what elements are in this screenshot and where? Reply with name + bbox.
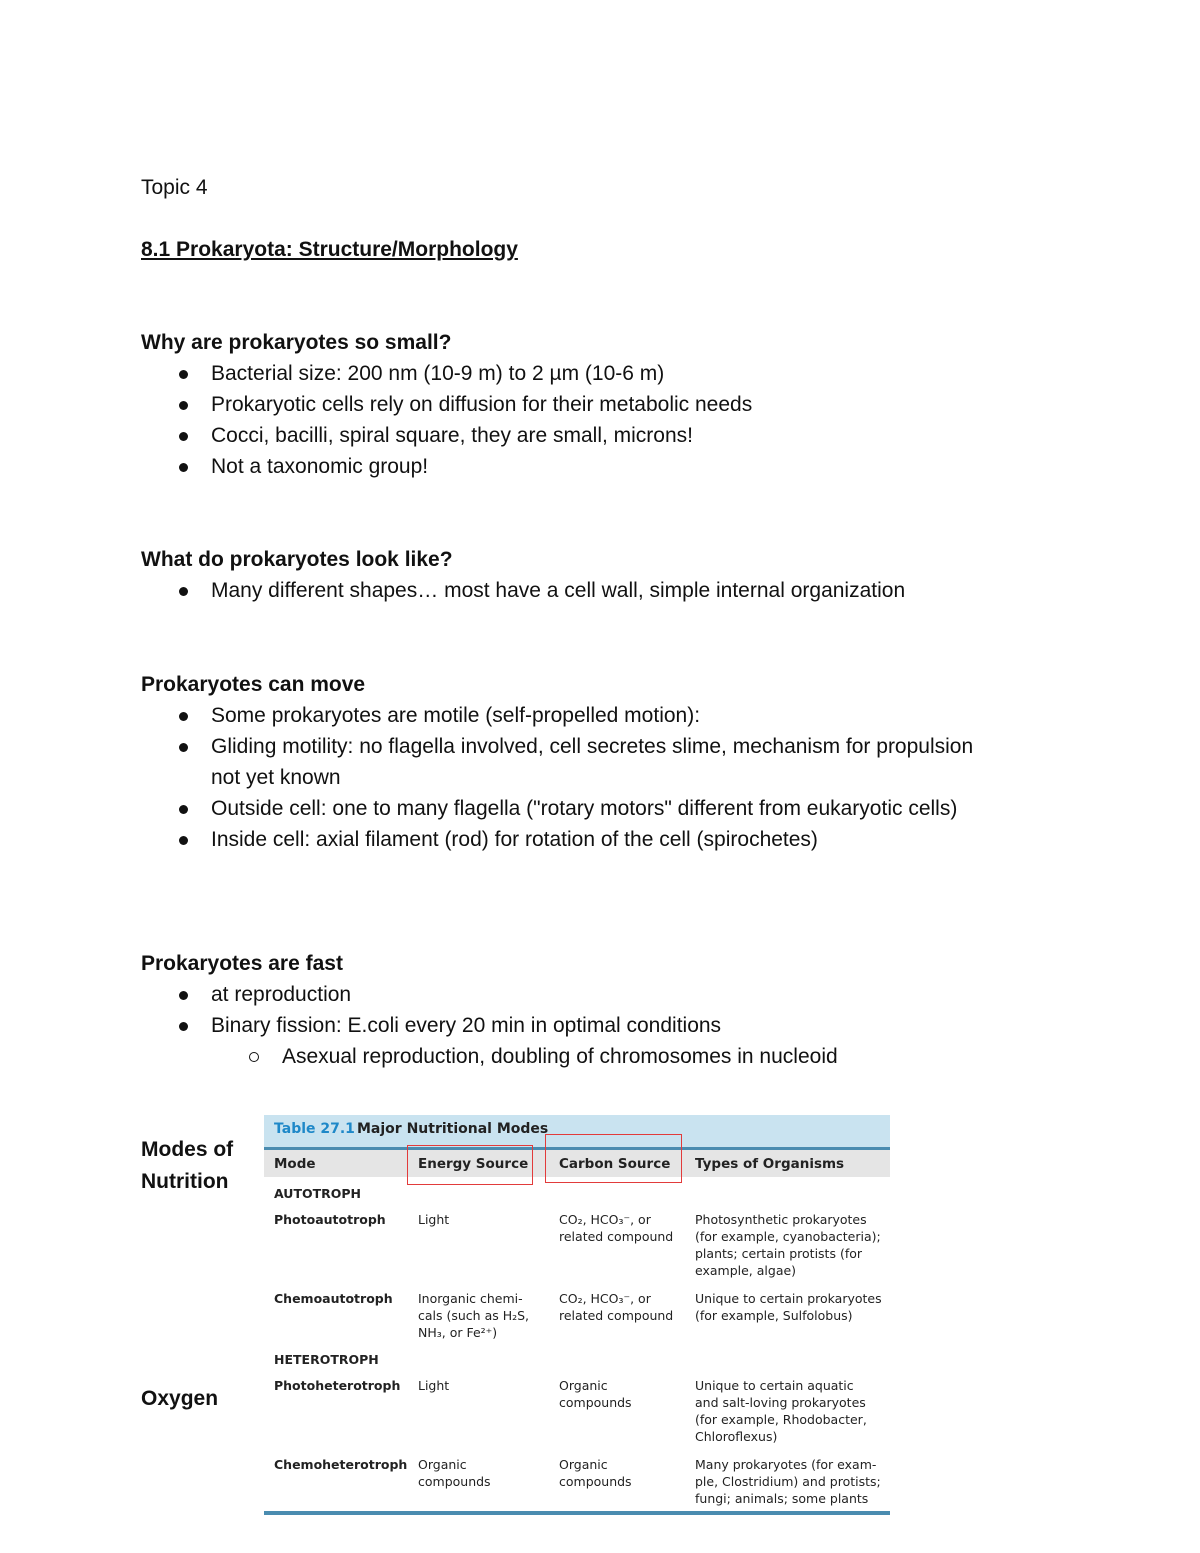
bullet-icon (179, 991, 188, 1000)
group-label: AUTOTROPH (274, 1186, 361, 1201)
page-title: 8.1 Prokaryota: Structure/Morphology (141, 238, 518, 261)
section-heading: Prokaryotes can move (141, 673, 366, 696)
table-cell-carbon: CO₂, HCO₃⁻, or related compound (559, 1212, 674, 1244)
column-header: Carbon Source (559, 1156, 671, 1172)
bullet-list (141, 979, 838, 1072)
table-cell-organisms: Many prokaryotes (for exam- ple, Clostridium) and protists; fungi; animals; some plants (695, 1457, 881, 1506)
table-cell-mode: Photoheterotroph (274, 1378, 401, 1393)
oxygen-label: Oxygen (141, 1387, 219, 1410)
list-item: at reproduction (141, 979, 838, 1010)
list-item: Prokaryotic cells rely on diffusion for their metabolic needs (141, 389, 752, 420)
group-label: HETEROTROPH (274, 1352, 379, 1367)
list-item: Some prokaryotes are motile (self-propelled motion): (141, 700, 991, 731)
table-cell-energy: Organic compounds (418, 1457, 491, 1489)
column-header: Energy Source (418, 1156, 529, 1172)
bullet-list (141, 358, 752, 482)
list-item: Gliding motility: no flagella involved, cell secretes slime, mechanism for propulsion not yet known (141, 731, 991, 793)
bullet-icon (179, 712, 188, 721)
table-cell-energy: Inorganic chemi- cals (such as H₂S, NH₃, or Fe²⁺) (418, 1291, 530, 1340)
bullet-icon (179, 432, 188, 441)
list-item: Cocci, bacilli, spiral square, they are small, microns! (141, 420, 752, 451)
bullet-icon (179, 370, 188, 379)
table-cell-carbon: Organic compounds (559, 1378, 632, 1410)
bullet-icon (179, 401, 188, 410)
section-heading: What do prokaryotes look like? (141, 548, 453, 571)
bullet-list (141, 700, 991, 855)
table-cell-organisms: Photosynthetic prokaryotes (for example, cyanobacteria); plants; certain protists (for example, algae) (695, 1212, 881, 1278)
carbon-source-highlight (545, 1134, 682, 1183)
energy-source-highlight (407, 1145, 533, 1185)
list-item: Inside cell: axial filament (rod) for rotation of the cell (spirochetes) (141, 824, 991, 855)
bullet-icon (179, 805, 188, 814)
list-item: Outside cell: one to many flagella ("rotary motors" different from eukaryotic cells) (141, 793, 991, 824)
column-header: Mode (274, 1156, 316, 1172)
table-cell-organisms: Unique to certain aquatic and salt-loving prokaryotes (for example, Rhodobacter, Chloroflexus) (695, 1378, 867, 1444)
table-cell-mode: Photoautotroph (274, 1212, 386, 1227)
table-cell-organisms: Unique to certain prokaryotes (for example, Sulfolobus) (695, 1291, 882, 1323)
nutritional-modes-table (264, 1115, 890, 1515)
table-cell-energy: Light (418, 1378, 450, 1393)
bullet-icon (179, 743, 188, 752)
hollow-bullet-icon (249, 1052, 259, 1062)
modes-of-nutrition-label: Modes of Nutrition (141, 1138, 234, 1193)
bullet-icon (179, 1022, 188, 1031)
list-item: Binary fission: E.coli every 20 min in optimal conditions (141, 1010, 838, 1041)
table-cell-energy: Light (418, 1212, 450, 1227)
list-item: Many different shapes… most have a cell wall, simple internal organization (141, 575, 905, 606)
list-item: Bacterial size: 200 nm (10-9 m) to 2 µm (10-6 m) (141, 358, 752, 389)
bullet-icon (179, 836, 188, 845)
table-cell-carbon: CO₂, HCO₃⁻, or related compound (559, 1291, 674, 1323)
table-cell-carbon: Organic compounds (559, 1457, 632, 1489)
list-item: Not a taxonomic group! (141, 451, 752, 482)
bullet-list (141, 575, 905, 606)
section-heading: Why are prokaryotes so small? (141, 331, 452, 354)
table-number: Table 27.1 (274, 1121, 355, 1137)
table-cell-mode: Chemoheterotroph (274, 1457, 408, 1472)
table-title: Major Nutritional Modes (357, 1121, 549, 1137)
table-cell-mode: Chemoautotroph (274, 1291, 393, 1306)
list-item: Asexual reproduction, doubling of chromosomes in nucleoid (141, 1041, 838, 1072)
column-header: Types of Organisms (695, 1156, 845, 1172)
bullet-icon (179, 463, 188, 472)
topic-label: Topic 4 (141, 176, 208, 199)
bullet-icon (179, 587, 188, 596)
section-heading: Prokaryotes are fast (141, 952, 343, 975)
